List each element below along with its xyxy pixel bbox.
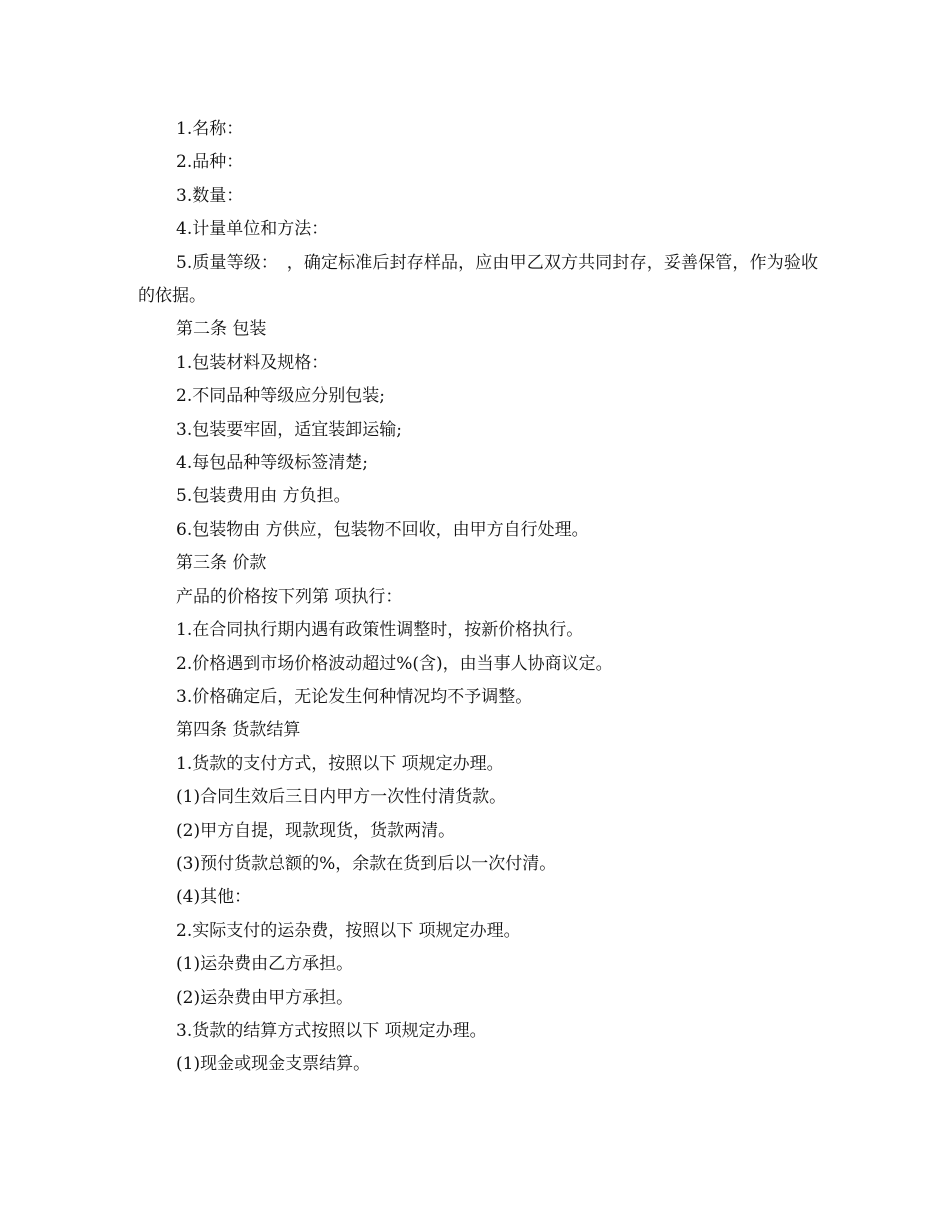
settlement-item-3: 3.货款的结算方式按照以下 项规定办理。 (176, 1020, 487, 1041)
price-item-2: 2.价格遇到市场价格波动超过%(含)，由当事人协商议定。 (176, 653, 613, 674)
section-heading-price: 第三条 价款 (176, 553, 267, 574)
settlement-subitem-1-2: (2)甲方自提，现款现货，货款两清。 (176, 820, 456, 841)
settlement-subitem-3-1: (1)现金或现金支票结算。 (176, 1054, 371, 1075)
packaging-item-4: 4.每包品种等级标签清楚; (176, 453, 368, 474)
packaging-item-5: 5.包装费用由 方负担。 (176, 486, 351, 507)
settlement-subitem-1-3: (3)预付货款总额的%，余款在货到后以一次付清。 (176, 853, 557, 874)
section-heading-settlement: 第四条 货款结算 (176, 720, 301, 741)
price-item-1: 1.在合同执行期内遇有政策性调整时，按新价格执行。 (176, 620, 584, 641)
settlement-item-2: 2.实际支付的运杂费，按照以下 项规定办理。 (176, 920, 521, 941)
item-variety: 2.品种： (176, 152, 244, 173)
document-body (138, 113, 818, 1082)
item-measure-unit: 4.计量单位和方法： (176, 219, 329, 240)
settlement-subitem-1-4: (4)其他： (176, 887, 252, 908)
settlement-subitem-2-1: (1)运杂费由乙方承担。 (176, 954, 354, 975)
price-intro: 产品的价格按下列第 项执行： (176, 586, 403, 607)
item-name: 1.名称： (176, 119, 244, 139)
packaging-item-6: 6.包装物由 方供应，包装物不回收，由甲方自行处理。 (176, 519, 589, 540)
price-item-3: 3.价格确定后，无论发生何种情况均不予调整。 (176, 686, 533, 707)
settlement-subitem-1-1: (1)合同生效后三日内甲方一次性付清货款。 (176, 787, 507, 808)
section-heading-packaging: 第二条 包装 (176, 319, 267, 340)
packaging-item-3: 3.包装要牢固，适宜装卸运输; (176, 419, 402, 440)
packaging-item-2: 2.不同品种等级应分别包装; (176, 386, 385, 407)
settlement-subitem-2-2: (2)运杂费由甲方承担。 (176, 987, 354, 1008)
packaging-item-1: 1.包装材料及规格： (176, 352, 329, 373)
item-quality-grade: 5.质量等级： ，确定标准后封存样品，应由甲乙双方共同封存，妥善保管，作为验收的依据。 (138, 252, 818, 307)
item-quantity: 3.数量： (176, 185, 244, 206)
settlement-item-1: 1.货款的支付方式，按照以下 项规定办理。 (176, 753, 504, 774)
